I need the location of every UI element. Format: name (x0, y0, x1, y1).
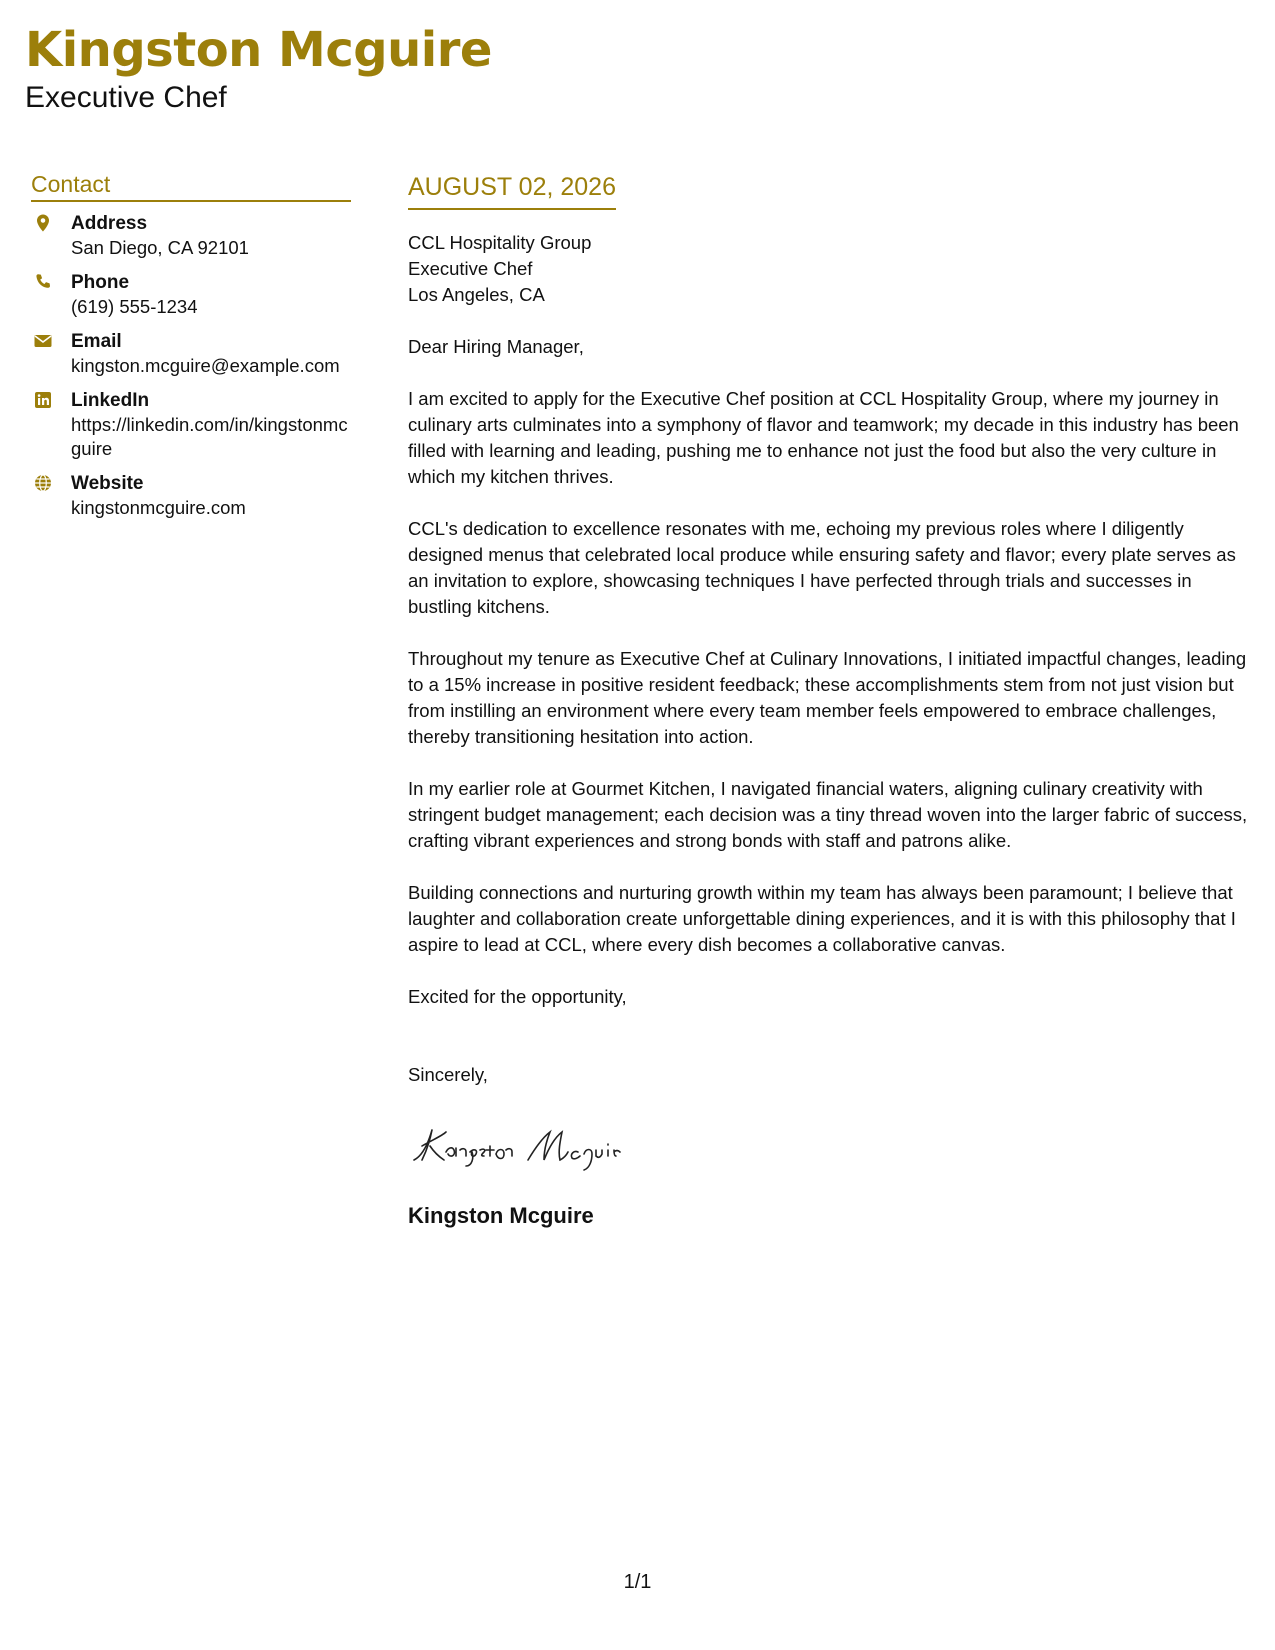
website-value[interactable]: kingstonmcguire.com (71, 497, 246, 518)
contact-address (31, 212, 351, 260)
address-label: Address (71, 213, 148, 234)
recipient-company: CCL Hospitality Group (408, 232, 592, 253)
globe-icon (33, 473, 53, 493)
letter-date: AUGUST 02, 2026 (408, 172, 616, 210)
linkedin-icon (33, 390, 53, 410)
applicant-role: Executive Chef (25, 81, 227, 114)
linkedin-label: LinkedIn (71, 390, 150, 411)
paragraph-4: In my earlier role at Gourmet Kitchen, I navigated financial waters, aligning culinary creativity with stringent budget management; each decision was a tiny thread woven into the larger fabric of success, crafting vibrant experiences and strong bonds with staff and patrons alike. (408, 778, 1248, 851)
phone-label: Phone (71, 272, 130, 293)
sign-off: Sincerely, (408, 1064, 488, 1085)
email-value[interactable]: kingston.mcguire@example.com (71, 355, 340, 376)
map-pin-icon (33, 213, 53, 233)
address-value: San Diego, CA 92101 (71, 237, 249, 258)
contact-linkedin (31, 389, 351, 461)
handwritten-signature (408, 1116, 1253, 1178)
website-label: Website (71, 473, 144, 494)
paragraph-1: I am excited to apply for the Executive Chef position at CCL Hospitality Group, where my journey in culinary arts culminates into a symphony of flavor and teamwork; my decade in this industry has been filled with learning and leading, pushing me to enhance not just the food but also the very culture in which my kitchen thrives. (408, 388, 1239, 487)
paragraph-2: CCL's dedication to excellence resonates with me, echoing my previous roles where I diligently designed menus that celebrated local produce while ensuring safety and flavor; every plate serves as an invitation to explore, showcasing techniques I have perfected through trials and successes in bustling kitchens. (408, 518, 1236, 617)
recipient-position: Executive Chef (408, 258, 533, 279)
paragraph-5: Building connections and nurturing growth within my team has always been paramount; I believe that laughter and collaboration create unforgettable dining experiences, and it is with this philosophy that I aspire to lead at CCL, where every dish becomes a collaborative canvas. (408, 882, 1236, 955)
signer-name: Kingston Mcguire (408, 1203, 594, 1228)
contact-website (31, 472, 351, 520)
contact-sidebar (31, 170, 351, 531)
phone-value: (619) 555-1234 (71, 296, 198, 317)
contact-phone (31, 271, 351, 319)
contact-heading: Contact (31, 170, 351, 202)
applicant-name: Kingston Mcguire (25, 22, 492, 78)
paragraph-3: Throughout my tenure as Executive Chef at Culinary Innovations, I initiated impactful changes, leading to a 15% increase in positive resident feedback; these accomplishments stem from not just vision but from instilling an environment where every team member feels empowered to embrace challenges, thereby transitioning hesitation into action. (408, 648, 1247, 747)
recipient-location: Los Angeles, CA (408, 284, 545, 305)
email-label: Email (71, 331, 122, 352)
closing-line: Excited for the opportunity, (408, 986, 627, 1007)
salutation: Dear Hiring Manager, (408, 336, 584, 357)
page-number: 1/1 (623, 1571, 652, 1593)
contact-email (31, 330, 351, 378)
email-icon (33, 331, 53, 351)
letter-body (408, 172, 1253, 1230)
linkedin-value[interactable]: https://linkedin.com/in/kingstonmcguire (71, 414, 348, 459)
phone-icon (33, 272, 53, 292)
recipient-block (408, 230, 1253, 308)
